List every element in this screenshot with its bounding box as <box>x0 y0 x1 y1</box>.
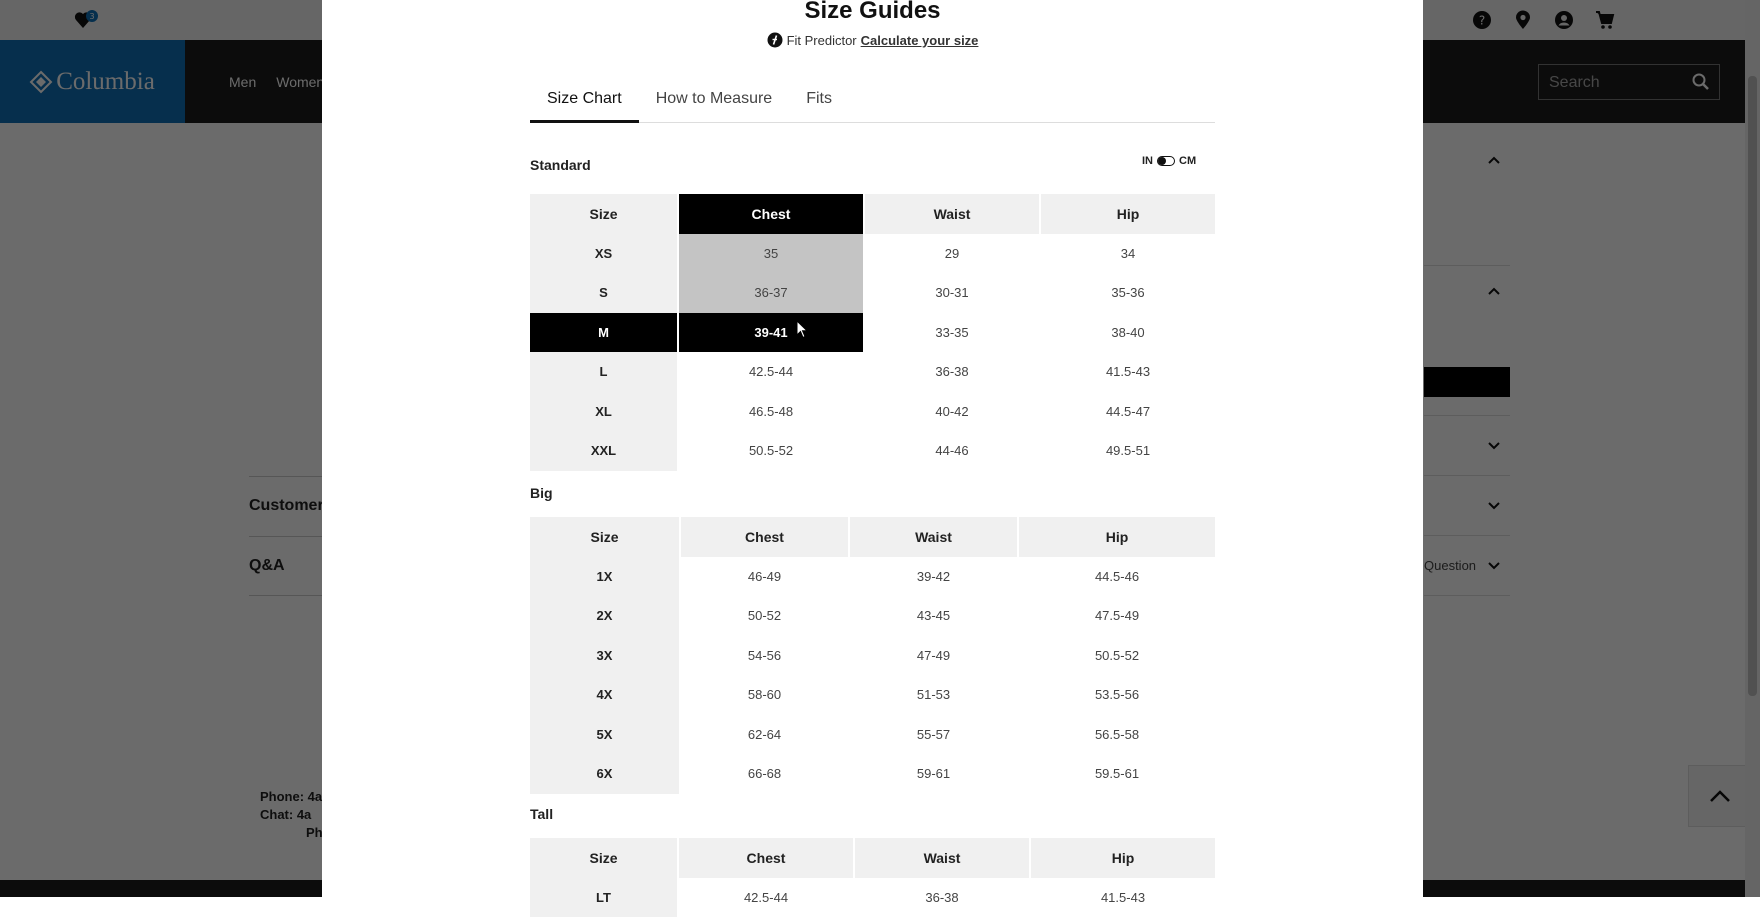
table-row[interactable] <box>530 431 1215 471</box>
column-header-waist[interactable]: Waist <box>854 838 1030 878</box>
chest-cell: 62-64 <box>680 715 849 755</box>
hip-cell: 38-40 <box>1040 313 1215 353</box>
table-row[interactable] <box>530 715 1215 755</box>
unit-toggle[interactable] <box>1142 155 1196 167</box>
tall-label: Tall <box>530 806 553 822</box>
chest-cell: 66-68 <box>680 754 849 794</box>
tab-how-to-measure[interactable]: How to Measure <box>639 86 790 123</box>
waist-cell: 39-42 <box>849 557 1018 597</box>
hip-cell: 50.5-52 <box>1018 636 1215 676</box>
unit-cm-label[interactable]: CM <box>1179 155 1196 167</box>
size-cell: 1X <box>530 557 680 597</box>
table-row[interactable] <box>530 273 1215 313</box>
size-cell: M <box>530 313 678 353</box>
waist-cell: 55-57 <box>849 715 1018 755</box>
column-header-hip[interactable]: Hip <box>1040 194 1215 234</box>
column-header-size: Size <box>530 838 678 878</box>
size-cell: S <box>530 273 678 313</box>
hip-cell: 41.5-43 <box>1040 352 1215 392</box>
table-row[interactable] <box>530 392 1215 432</box>
chest-cell: 46.5-48 <box>678 392 864 432</box>
hip-cell: 44.5-46 <box>1018 557 1215 597</box>
waist-cell: 30-31 <box>864 273 1040 313</box>
hip-cell: 34 <box>1040 234 1215 274</box>
size-cell: LT <box>530 878 678 917</box>
standard-label: Standard <box>530 157 591 173</box>
hip-cell: 49.5-51 <box>1040 431 1215 471</box>
size-cell: XXL <box>530 431 678 471</box>
table-row[interactable] <box>530 352 1215 392</box>
column-header-hip[interactable]: Hip <box>1030 838 1215 878</box>
column-header-size: Size <box>530 194 678 234</box>
size-cell: 4X <box>530 675 680 715</box>
size-guides-modal <box>322 0 1423 897</box>
column-header-chest[interactable]: Chest <box>678 194 864 234</box>
hip-cell: 53.5-56 <box>1018 675 1215 715</box>
size-cell: 5X <box>530 715 680 755</box>
table-row[interactable] <box>530 557 1215 597</box>
hip-cell: 44.5-47 <box>1040 392 1215 432</box>
hip-cell: 56.5-58 <box>1018 715 1215 755</box>
size-cell: L <box>530 352 678 392</box>
waist-cell: 43-45 <box>849 596 1018 636</box>
chest-cell: 50.5-52 <box>678 431 864 471</box>
column-header-waist[interactable]: Waist <box>864 194 1040 234</box>
fit-predictor-icon <box>767 32 783 48</box>
chest-cell: 54-56 <box>680 636 849 676</box>
table-row[interactable] <box>530 675 1215 715</box>
unit-in-label[interactable]: IN <box>1142 155 1153 167</box>
fit-predictor-label: Fit Predictor <box>787 33 857 48</box>
column-header-chest[interactable]: Chest <box>678 838 854 878</box>
table-row-highlighted[interactable] <box>530 313 1215 353</box>
chest-cell: 58-60 <box>680 675 849 715</box>
fit-predictor <box>322 32 1423 48</box>
big-size-table <box>530 517 1215 794</box>
calculate-size-link[interactable]: Calculate your size <box>861 33 979 48</box>
hip-cell: 35-36 <box>1040 273 1215 313</box>
tab-fits[interactable]: Fits <box>789 86 849 123</box>
waist-cell: 29 <box>864 234 1040 274</box>
size-guide-tabs <box>530 86 1215 123</box>
waist-cell: 33-35 <box>864 313 1040 353</box>
size-cell: 3X <box>530 636 680 676</box>
column-header-hip[interactable]: Hip <box>1018 517 1215 557</box>
hip-cell: 47.5-49 <box>1018 596 1215 636</box>
big-label: Big <box>530 485 553 501</box>
hip-cell: 59.5-61 <box>1018 754 1215 794</box>
hip-cell: 41.5-43 <box>1030 878 1215 917</box>
table-row[interactable] <box>530 234 1215 274</box>
tab-size-chart[interactable]: Size Chart <box>530 86 639 123</box>
chest-cell: 42.5-44 <box>678 352 864 392</box>
chest-cell: 35 <box>678 234 864 274</box>
table-row[interactable] <box>530 878 1215 917</box>
waist-cell: 36-38 <box>864 352 1040 392</box>
column-header-size: Size <box>530 517 680 557</box>
column-header-chest[interactable]: Chest <box>680 517 849 557</box>
modal-title: Size Guides <box>322 0 1423 25</box>
chest-cell: 42.5-44 <box>678 878 854 917</box>
table-row[interactable] <box>530 636 1215 676</box>
mouse-cursor-icon <box>796 320 808 339</box>
standard-size-table <box>530 194 1215 471</box>
waist-cell: 36-38 <box>854 878 1030 917</box>
column-header-waist[interactable]: Waist <box>849 517 1018 557</box>
chest-cell: 50-52 <box>680 596 849 636</box>
size-cell: XS <box>530 234 678 274</box>
waist-cell: 59-61 <box>849 754 1018 794</box>
chest-cell: 46-49 <box>680 557 849 597</box>
waist-cell: 40-42 <box>864 392 1040 432</box>
waist-cell: 51-53 <box>849 675 1018 715</box>
tall-size-table <box>530 838 1215 917</box>
size-cell: XL <box>530 392 678 432</box>
table-row[interactable] <box>530 596 1215 636</box>
size-cell: 2X <box>530 596 680 636</box>
size-cell: 6X <box>530 754 680 794</box>
unit-switch-icon[interactable] <box>1157 156 1175 166</box>
table-row[interactable] <box>530 754 1215 794</box>
waist-cell: 47-49 <box>849 636 1018 676</box>
chest-cell: 36-37 <box>678 273 864 313</box>
waist-cell: 44-46 <box>864 431 1040 471</box>
chest-cell: 39-41 <box>678 313 864 353</box>
